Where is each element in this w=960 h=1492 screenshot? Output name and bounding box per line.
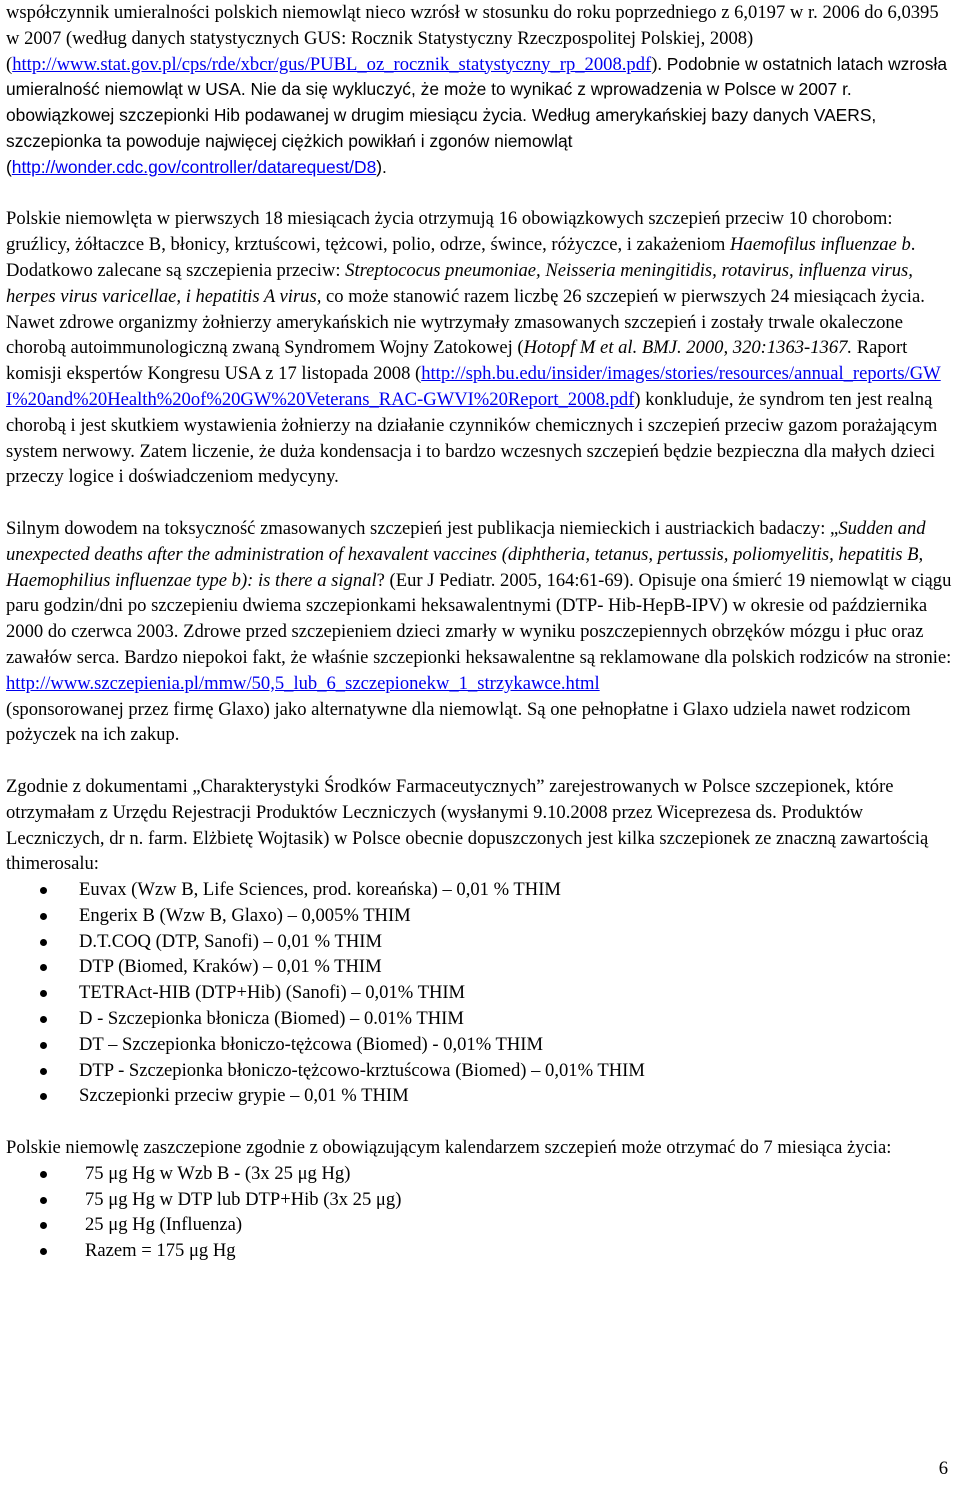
text-italic: Haemofilus influenzae b [729, 234, 911, 256]
list-item [6, 1006, 954, 1032]
list-item-text: DTP - Szczepionka błoniczo-tężcowo-krztuścowa (Biomed) – 0,01% THIM [79, 1059, 645, 1081]
page-number: 6 [938, 1458, 948, 1479]
list-item-text: Szczepionki przeciw grypie – 0,01 % THIM [79, 1085, 409, 1107]
mercury-list [6, 1161, 954, 1264]
szczepienia-link[interactable]: http://www.szczepienia.pl/mmw/50,5_lub_6_szczepionekw_1_strzykawce.html [6, 672, 600, 694]
list-item-text: Euvax (Wzw B, Life Sciences, prod. koreańska) – 0,01 % THIM [79, 879, 561, 901]
list-item [6, 877, 954, 903]
vaccine-list [6, 877, 954, 1109]
text: Silnym dowodem na toksyczność zmasowanych szczepień jest publikacja niemieckich i austriackich badaczy: „ [6, 517, 839, 539]
text: Polskie niemowlęta w pierwszych 18 miesiącach życia otrzymują 16 obowiązkowych szczepień przeciw 10 chorobom: gruźlicy, żółtaczce B, błonicy, krztuścowi, tężcowi, polio, odrze, śwince, różyczce, i zakażeniom [6, 208, 893, 256]
list-item-text: 25 μg Hg (Influenza) [85, 1214, 243, 1236]
bu-report-link[interactable]: http://sph.bu.edu/insider/images/stories/resources/annual_reports/GWI%20and%20Health%20of%20GW%20Veterans_RAC-GWVI%20Report_2008.pdf [6, 363, 941, 410]
paragraph-hexavalent-study [6, 516, 954, 748]
text: co może stanowić razem liczbę 26 szczepień w pierwszych 24 miesiącach życia. [321, 285, 925, 307]
text: Nawet zdrowe organizmy żołnierzy amerykańskich nie wytrzymały zmasowanych szczepień i zostały trwale okaleczone chorobą autoimmunologiczną zwaną Syndromem Wojny Zatokowej ( [6, 311, 903, 359]
text: w r. 2006 do 6,0395 w 2007 (według danych statystycznych GUS: Rocznik Statystyczny Rzeczpospolitej [6, 2, 939, 49]
text: Zgodnie z dokumentami „Charakterystyki Środków Farmaceutycznych” zarejestrowanych w Polsce szczepionek, które otrzymałam z Urzędu Rejestracji Produktów Leczniczych (wysłanymi 9.10.2008 przez Wiceprezesa ds. Produktów Leczniczych, dr n. farm. Elżbietę Wojtasik) w Polsce obecnie dopuszczonych jest kilka szczepionek ze znaczną zawartością thimerosalu: [6, 775, 929, 875]
text: współczynnik umieralności polskich niemowląt nieco wzrósł w stosunku do roku poprzedniego z 6,0197 [6, 2, 786, 23]
gus-link[interactable]: http://www.stat.gov.pl/cps/rde/xbcr/gus/PUBL_oz_rocznik_statystyczny_rp_2008.pdf [12, 53, 652, 75]
list-item [6, 954, 954, 980]
text: Według amerykańskiej bazy danych VAERS, szczepionka ta powoduje najwięcej ciężkich powikłań i zgonów niemowląt ( [6, 105, 877, 177]
text: Polskiej, 2008) ( [6, 27, 754, 75]
text: Nie da się wykluczyć, że może to wynikać z wprowadzenia w Polsce w 2007 r. [245, 79, 852, 100]
cdc-link[interactable]: http://wonder.cdc.gov/controller/datarequest/D8 [11, 156, 377, 177]
bullet-icon [40, 990, 47, 997]
text: Bardzo niepokoi fakt, że właśnie szczepionki heksawalentne są reklamowane dla polskich rodziców na stronie: [119, 646, 952, 668]
text: ). [376, 156, 387, 177]
list-item-text: DT – Szczepionka błoniczo-tężcowa (Biomed) - 0,01% THIM [79, 1033, 544, 1055]
list-item [6, 1032, 954, 1058]
document-page [6, 0, 954, 1290]
list-item-text: DTP (Biomed, Kraków) – 0,01 % THIM [79, 956, 382, 978]
bullet-icon [40, 1248, 47, 1255]
text-italic: Sudden and unexpected deaths after the administration of hexavalent vaccines (diphtheria, tetanus, pertussis, poliomyelitis, hepatitis B, Haemophilius influenzae type b): is there a signal [6, 517, 926, 591]
list-item [6, 1058, 954, 1084]
paragraph-infant-mortality [6, 0, 954, 181]
bullet-icon [40, 964, 47, 971]
list-item-text: D - Szczepionka błonicza (Biomed) – 0.01% THIM [79, 1008, 464, 1030]
list-item [6, 903, 954, 929]
bullet-icon [40, 887, 47, 894]
text: Podobnie w ostatnich latach wzrosła umieralność niemowląt w USA. [6, 53, 948, 100]
list-item-text: Razem = 175 μg Hg [85, 1240, 236, 1262]
text: (sponsorowanej przez firmę Glaxo) jako alternatywne dla niemowląt. [6, 698, 523, 720]
text: Polskie niemowlę zaszczepione zgodnie z obowiązującym kalendarzem szczepień może otrzymać do 7 miesiąca życia: [6, 1137, 892, 1159]
list-item [6, 1161, 954, 1187]
paragraph-mercury-intro [6, 1135, 954, 1161]
bullet-icon [40, 913, 47, 920]
bullet-icon [40, 1016, 47, 1023]
text: Zdrowe przed szczepieniem dzieci zmarły w wyniku poszczepiennych obrzęków mózgu i płuc oraz zawałów serca. [6, 621, 924, 668]
list-item-text: 75 μg Hg w DTP lub DTP+Hib (3x 25 μg) [85, 1188, 402, 1210]
list-item [6, 929, 954, 955]
text: Zatem liczenie, że duża kondensacja i to bardzo wczesnych szczepień będzie bezpieczna dla małych dzieci przeczy logice i doświadczeniom medycyny. [6, 440, 936, 488]
list-item [6, 1212, 954, 1238]
list-item-text: 75 μg Hg w Wzb B - (3x 25 μg Hg) [85, 1162, 351, 1184]
text-italic: Hotopf M et al. BMJ. 2000, 320:1363-1367. [523, 337, 853, 359]
text: ). [651, 53, 663, 75]
list-item [6, 1238, 954, 1264]
bullet-icon [40, 939, 47, 946]
list-item-text: Engerix B (Wzw B, Glaxo) – 0,005% THIM [79, 904, 411, 926]
bullet-icon [40, 1042, 47, 1049]
list-item [6, 980, 954, 1006]
text: ? (Eur J Pediatr. 2005, 164:61-69). [376, 569, 634, 591]
text: ) konkluduje, że syndrom ten jest realną chorobą i jest skutkiem wystawienia żołnierzy na działanie czynników chemicznych i szczepień przeciw gazom porażającym system nerwowy. [6, 388, 938, 462]
list-item [6, 1187, 954, 1213]
paragraph-vaccination-schedule [6, 206, 954, 490]
text: . Dodatkowo zalecane są szczepienia przeciw: [6, 234, 916, 281]
bullet-icon [40, 1068, 47, 1075]
bullet-icon [40, 1171, 47, 1178]
text: Są one pełnopłatne i Glaxo udziela nawet rodzicom pożyczek na ich zakup. [6, 698, 911, 746]
text: obowiązkowej szczepionki Hib podawanej w drugim miesiącu życia. [6, 105, 527, 126]
bullet-icon [40, 1197, 47, 1204]
paragraph-thimerosal-intro [6, 774, 954, 877]
bullet-icon [40, 1222, 47, 1229]
text: Raport komisji ekspertów Kongresu USA z 17 listopada 2008 ( [6, 337, 908, 385]
list-item [6, 1083, 954, 1109]
list-item-text: TETRAct-HIB (DTP+Hib) (Sanofi) – 0,01% THIM [79, 982, 466, 1004]
list-item-text: D.T.COQ (DTP, Sanofi) – 0,01 % THIM [79, 930, 382, 952]
text-italic: Streptococus pneumoniae, Neisseria meningitidis, rotavirus, influenza virus, herpes virus varicellae, i hepatitis A virus, [6, 259, 913, 307]
bullet-icon [40, 1093, 47, 1100]
text: Opisuje ona śmierć 19 niemowląt w ciągu paru godzin/dni po szczepieniu dwiema szczepionkami heksawalentnymi (DTP- Hib-HepB-IPV) w okresie od października 2000 do czerwca 2003. [6, 569, 952, 643]
